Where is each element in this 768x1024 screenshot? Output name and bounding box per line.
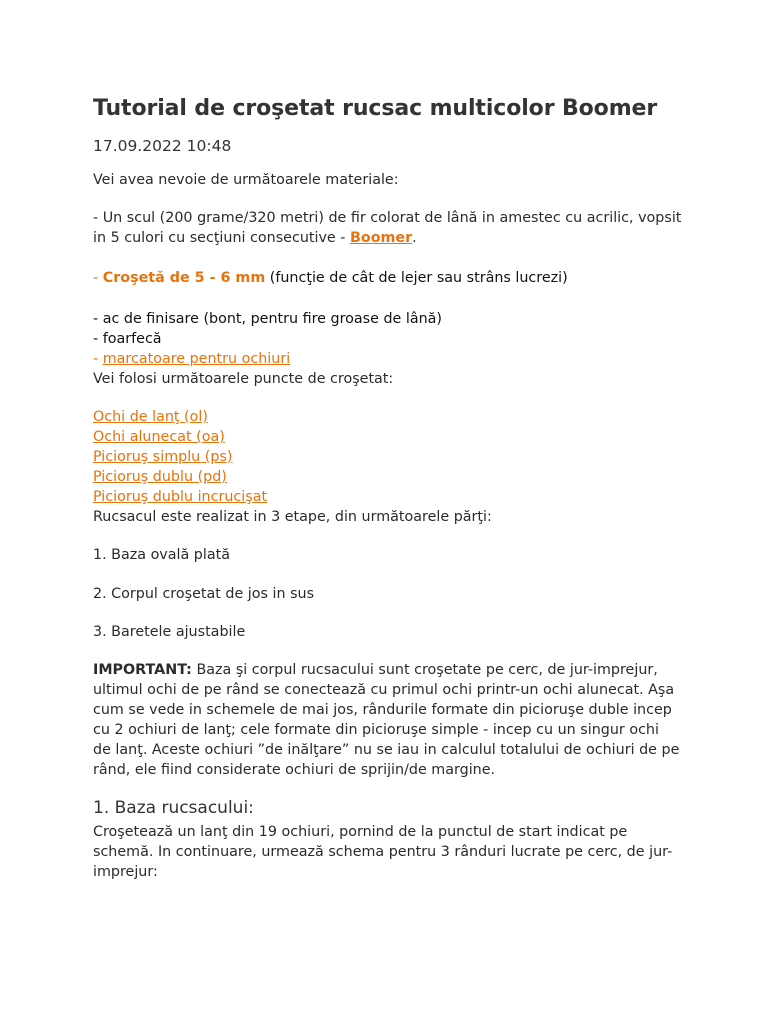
stitches-intro: Vei folosi următoarele puncte de croşetat:	[93, 371, 394, 387]
material-markers	[93, 349, 290, 369]
page-title: Tutorial de croşetat rucsac multicolor Boomer	[93, 96, 658, 121]
material-hook	[93, 268, 568, 288]
stitch-link-pd-incrucisat[interactable]: Picioruş dublu incrucişat	[93, 489, 268, 505]
material-needle: - ac de finisare (bont, pentru fire groase de lână)	[93, 311, 443, 327]
material-yarn-end: .	[412, 230, 417, 246]
important-line3: cum se vede in schemele de mai jos, rândurile formate din picioruşe duble incep	[93, 702, 672, 718]
hook-link[interactable]: Croşetă de 5 - 6 mm	[102, 270, 266, 286]
section1-line3: imprejur:	[93, 864, 158, 880]
important-line4: cu 2 ochiuri de lanţ; cele formate din picioruşe simple - incep cu un singur ochi	[93, 722, 659, 738]
boomer-link[interactable]: Boomer	[349, 230, 413, 246]
markers-dash: -	[93, 351, 103, 367]
important-line1	[93, 660, 658, 680]
important-label: IMPORTANT:	[93, 662, 192, 678]
section1-line1: Croşetează un lanţ din 19 ochiuri, pornind de la punctul de start indicat pe	[93, 824, 628, 840]
part-item-2: 2. Corpul croşetat de jos in sus	[93, 586, 315, 602]
publish-date: 17.09.2022 10:48	[93, 137, 232, 155]
important-line6: rând, ele fiind considerate ochiuri de sprijin/de margine.	[93, 762, 496, 778]
section1-line2: schemă. In continuare, urmează schema pentru 3 rânduri lucrate pe cerc, de jur-	[93, 844, 673, 860]
stitch-link-oa[interactable]: Ochi alunecat (oa)	[93, 429, 225, 445]
materials-intro: Vei avea nevoie de următoarele materiale:	[93, 172, 399, 188]
stitch-link-ol[interactable]: Ochi de lanţ (ol)	[93, 409, 208, 425]
parts-intro: Rucsacul este realizat in 3 etape, din următoarele părţi:	[93, 509, 492, 525]
material-yarn-line1: - Un scul (200 grame/320 metri) de fir colorat de lână in amestec cu acrilic, vopsit	[93, 210, 682, 226]
hook-note: (funcţie de cât de lejer sau strâns lucrezi)	[265, 270, 568, 286]
stitch-link-pd[interactable]: Picioruş dublu (pd)	[93, 469, 227, 485]
markers-link[interactable]: marcatoare pentru ochiuri	[102, 351, 291, 367]
part-item-3: 3. Baretele ajustabile	[93, 624, 246, 640]
hook-dash: -	[93, 270, 103, 286]
important-line5: de lanţ. Aceste ochiuri ”de inălţare” nu se iau in calculul totalului de ochiuri de pe	[93, 742, 680, 758]
material-yarn-text: in 5 culori cu secţiuni consecutive -	[93, 230, 350, 246]
stitch-link-ps[interactable]: Picioruş simplu (ps)	[93, 449, 233, 465]
section-heading-base: 1. Baza rucsacului:	[93, 798, 254, 818]
material-yarn-line2	[93, 228, 417, 248]
material-scissors: - foarfecă	[93, 331, 162, 347]
important-line2: ultimul ochi de pe rând se conectează cu primul ochi printr-un ochi alunecat. Aşa	[93, 682, 675, 698]
important-text-1: Baza şi corpul rucsacului sunt croşetate pe cerc, de jur-imprejur,	[191, 662, 658, 678]
part-item-1: 1. Baza ovală plată	[93, 547, 230, 563]
